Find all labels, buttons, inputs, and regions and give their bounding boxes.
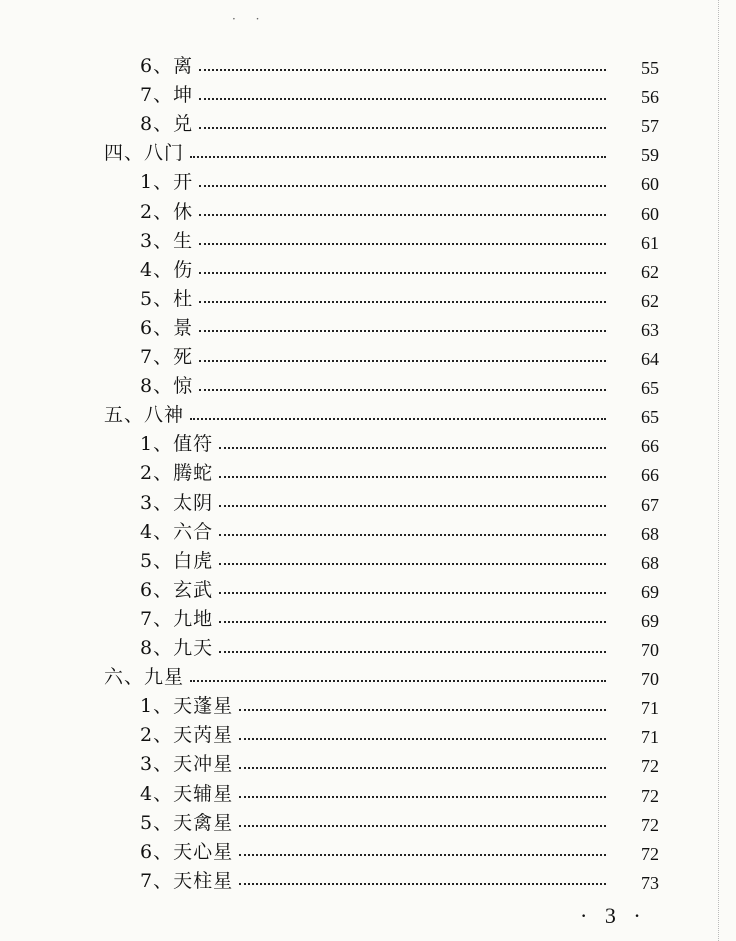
dot-leader xyxy=(219,563,606,565)
toc-page-number: 69 xyxy=(641,581,659,602)
toc-item-row xyxy=(0,50,736,79)
dot-leader xyxy=(219,505,606,507)
toc-page-number: 65 xyxy=(641,378,659,399)
toc-entry xyxy=(104,662,612,689)
toc-page-number: 72 xyxy=(641,814,659,835)
dot-leader xyxy=(219,534,606,536)
page-number: · 3 · xyxy=(580,903,647,928)
toc-entry-title: 8、惊 xyxy=(140,375,194,398)
toc-entry xyxy=(140,255,612,282)
dot-leader xyxy=(199,330,606,332)
toc-entry-title: 5、杜 xyxy=(140,287,194,310)
toc-page-number: 72 xyxy=(641,785,659,806)
toc-entry-title: 6、天心星 xyxy=(140,840,234,863)
toc-entry xyxy=(140,517,612,544)
toc-entry xyxy=(140,284,612,311)
toc-item-row xyxy=(0,166,736,195)
toc-item-row xyxy=(0,807,736,836)
toc-entry-title: 6、离 xyxy=(140,55,194,77)
toc-item-row xyxy=(0,312,736,341)
toc-entry xyxy=(140,429,612,456)
dot-leader xyxy=(190,418,606,420)
dot-leader xyxy=(199,185,606,187)
toc-page-number: 66 xyxy=(641,465,659,486)
toc-entry-title: 7、坤 xyxy=(140,84,194,107)
toc-entry xyxy=(140,197,612,224)
dot-leader xyxy=(239,854,606,856)
dot-leader xyxy=(199,243,606,245)
dot-leader xyxy=(199,389,606,391)
toc-entry-title: 7、天柱星 xyxy=(140,869,234,892)
toc-item-row xyxy=(0,836,736,865)
toc-item-row xyxy=(0,487,736,516)
toc-page-number: 71 xyxy=(641,727,659,748)
toc-page-number: 60 xyxy=(641,174,659,195)
scan-specks: · · xyxy=(232,12,268,26)
toc-page-number: 65 xyxy=(641,407,659,428)
toc-entry-title: 1、开 xyxy=(140,171,194,194)
toc-entry xyxy=(140,633,612,660)
toc-entry-title: 3、生 xyxy=(140,229,194,252)
toc-entry-title: 7、九地 xyxy=(140,607,214,630)
toc-entry xyxy=(140,720,612,747)
toc-page-number: 72 xyxy=(641,756,659,777)
toc-entry-title: 1、值符 xyxy=(140,433,214,456)
toc-item-row xyxy=(0,748,736,777)
dot-leader xyxy=(199,301,606,303)
toc-page-number: 63 xyxy=(641,319,659,340)
toc-entry-title: 6、玄武 xyxy=(140,578,214,601)
dot-leader xyxy=(239,767,606,769)
toc-entry-title: 8、兑 xyxy=(140,113,194,136)
dot-leader xyxy=(199,214,606,216)
toc-item-row xyxy=(0,428,736,457)
toc-item-row xyxy=(0,196,736,225)
toc-entry-title: 四、八门 xyxy=(104,142,185,165)
toc-page-number: 56 xyxy=(641,87,659,108)
toc-page-number: 62 xyxy=(641,261,659,282)
toc-entry-title: 2、休 xyxy=(140,200,194,223)
dot-leader xyxy=(239,796,606,798)
dot-leader xyxy=(219,592,606,594)
dot-leader xyxy=(219,621,606,623)
toc-entry-title: 4、伤 xyxy=(140,258,194,281)
toc-entry xyxy=(140,80,612,107)
dot-leader xyxy=(199,127,606,129)
dot-leader xyxy=(199,98,606,100)
dot-leader xyxy=(190,156,606,158)
dot-leader xyxy=(239,738,606,740)
toc-entry xyxy=(140,371,612,398)
toc-page-number: 60 xyxy=(641,203,659,224)
toc-page-number: 69 xyxy=(641,610,659,631)
toc-item-row xyxy=(0,370,736,399)
toc-section-row xyxy=(0,661,736,690)
dot-leader xyxy=(239,825,606,827)
toc-page-number: 70 xyxy=(641,669,659,690)
toc-page-number: 72 xyxy=(641,843,659,864)
toc-entry-title: 1、天蓬星 xyxy=(140,695,234,718)
dot-leader xyxy=(219,651,606,653)
toc-entry xyxy=(104,138,612,165)
toc-entry xyxy=(140,546,612,573)
toc-page-number: 64 xyxy=(641,349,659,369)
toc-entry xyxy=(140,691,612,718)
dot-leader xyxy=(219,447,606,449)
dot-leader xyxy=(219,476,606,478)
dot-leader xyxy=(199,360,606,362)
toc-entry xyxy=(140,837,612,864)
toc-entry xyxy=(140,808,612,835)
toc-entry-title: 五、八神 xyxy=(104,404,185,427)
toc-section-row xyxy=(0,137,736,166)
toc-entry xyxy=(140,226,612,253)
toc-item-row xyxy=(0,254,736,283)
dot-leader xyxy=(199,272,606,274)
toc-entry xyxy=(140,575,612,602)
toc-item-row xyxy=(0,108,736,137)
toc-item-row xyxy=(0,341,736,370)
toc-entry xyxy=(140,51,612,78)
toc-item-row xyxy=(0,516,736,545)
toc-item-row xyxy=(0,865,736,894)
toc-entry xyxy=(140,109,612,136)
toc-item-row xyxy=(0,632,736,661)
toc-entry xyxy=(140,313,612,340)
toc-page-number: 68 xyxy=(641,523,659,544)
toc-entry-title: 6、景 xyxy=(140,316,194,339)
toc-page-number: 71 xyxy=(641,698,659,719)
toc-item-row xyxy=(0,719,736,748)
toc-item-row xyxy=(0,603,736,632)
toc-page-number: 66 xyxy=(641,436,659,457)
dot-leader xyxy=(239,709,606,711)
toc-page-number: 73 xyxy=(641,872,659,893)
toc-entry-title: 5、白虎 xyxy=(140,549,214,572)
toc-entry xyxy=(140,866,612,893)
toc-entry-title: 4、天辅星 xyxy=(140,782,234,805)
toc-item-row xyxy=(0,545,736,574)
toc-item-row xyxy=(0,778,736,807)
toc-entry xyxy=(140,749,612,776)
toc-entry xyxy=(140,779,612,806)
toc-item-row xyxy=(0,690,736,719)
toc-entry xyxy=(104,400,612,427)
toc-page-number: 59 xyxy=(641,145,659,166)
toc-entry-title: 8、九天 xyxy=(140,637,214,659)
toc-entry-title: 4、六合 xyxy=(140,520,214,543)
toc-page-number: 67 xyxy=(641,494,659,515)
toc-item-row xyxy=(0,225,736,254)
toc-page-number: 57 xyxy=(641,116,659,137)
toc-entry xyxy=(140,342,612,369)
toc-entry xyxy=(140,604,612,631)
toc-item-row xyxy=(0,79,736,108)
toc-entry-title: 7、死 xyxy=(140,346,194,368)
toc-page-number: 55 xyxy=(641,58,659,78)
dot-leader xyxy=(190,680,606,682)
toc-item-row xyxy=(0,574,736,603)
toc-item-row xyxy=(0,283,736,312)
toc-page-number: 62 xyxy=(641,290,659,311)
toc-page-number: 70 xyxy=(641,640,659,660)
toc-entry-title: 5、天禽星 xyxy=(140,811,234,834)
toc-page-number: 68 xyxy=(641,552,659,573)
toc-entry-title: 2、天芮星 xyxy=(140,724,234,747)
toc-page-number: 61 xyxy=(641,232,659,253)
dot-leader xyxy=(199,69,606,71)
toc-entry-title: 3、太阴 xyxy=(140,491,214,514)
toc-entry xyxy=(140,488,612,515)
toc-entry xyxy=(140,458,612,485)
dot-leader xyxy=(239,883,606,885)
toc-item-row xyxy=(0,457,736,486)
toc-entry-title: 3、天冲星 xyxy=(140,753,234,776)
toc-entry-title: 六、九星 xyxy=(104,666,185,689)
toc-section-row xyxy=(0,399,736,428)
toc-entry-title: 2、腾蛇 xyxy=(140,462,214,485)
toc-entry xyxy=(140,167,612,194)
